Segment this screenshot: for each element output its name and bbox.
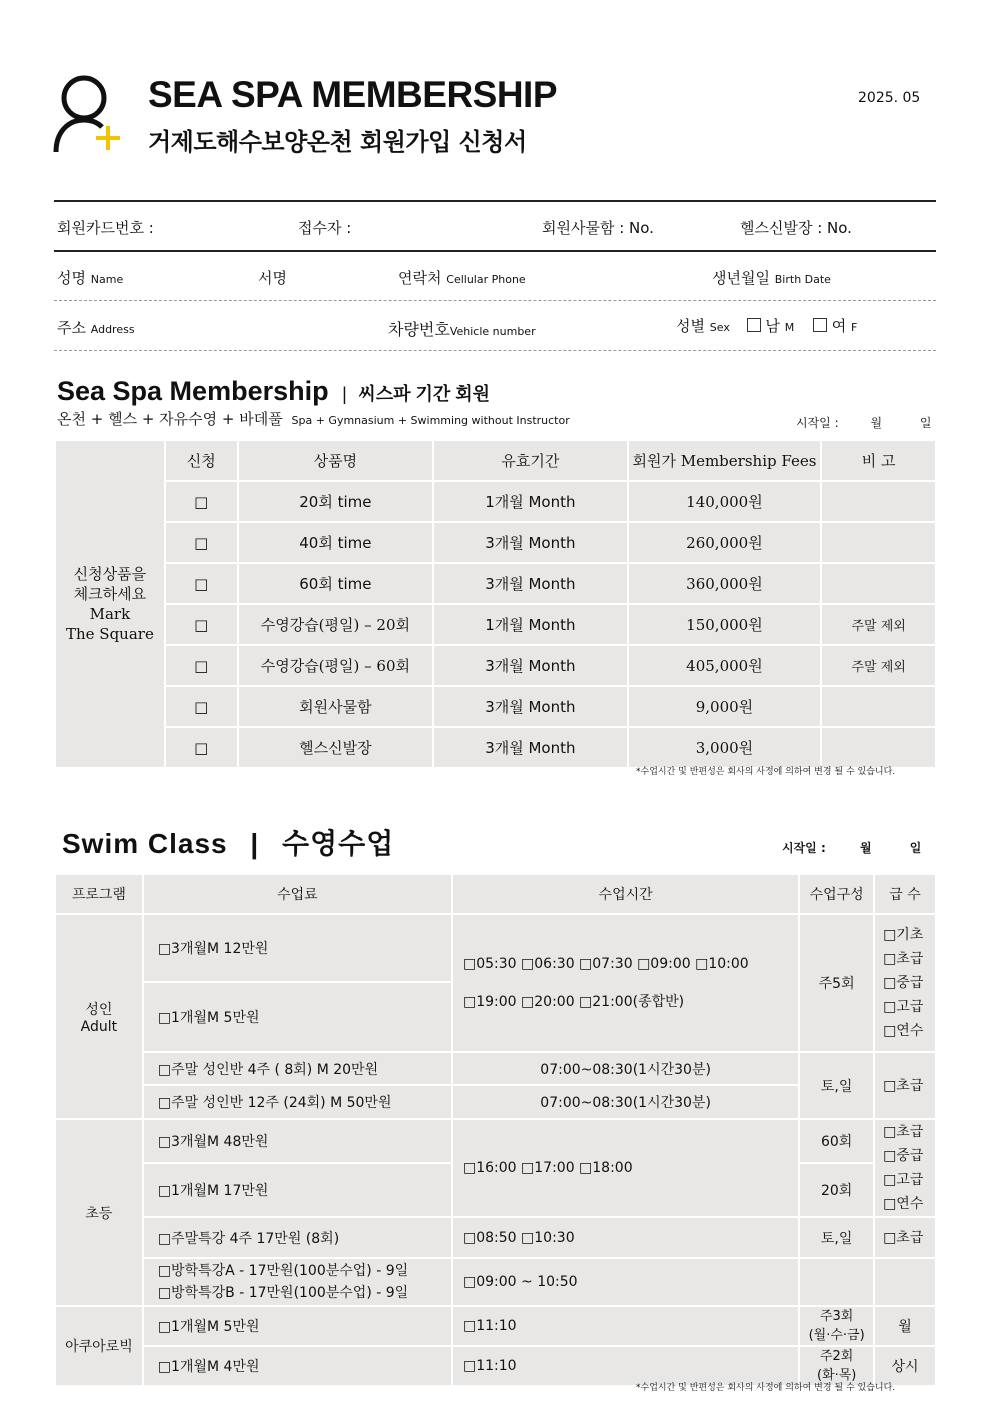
note [821, 481, 936, 522]
product-name: 60회 time [238, 563, 433, 604]
start-day: 일 [919, 416, 932, 430]
composition: 토,일 [799, 1217, 874, 1258]
apply-checkbox[interactable]: □ [165, 727, 238, 768]
start-day: 일 [909, 841, 922, 855]
product-name: 회원사물함 [238, 686, 433, 727]
birth-label: 생년월일 [712, 269, 770, 287]
fee-option[interactable]: □방학특강A - 17만원(100분수업) - 9일 [157, 1263, 409, 1279]
fee-option[interactable]: □주말 성인반 4주 ( 8회) M 20만원 [143, 1052, 452, 1085]
note [821, 727, 936, 768]
car-field[interactable] [388, 317, 536, 340]
note: 주말 제외 [821, 645, 936, 686]
level-value: 월 [874, 1306, 936, 1346]
sex-label-en: Sex [709, 321, 730, 334]
divider [54, 200, 936, 202]
product-name: 헬스신발장 [238, 727, 433, 768]
fee-option[interactable]: □1개월M 4만원 [143, 1346, 452, 1386]
mark-line: Mark [89, 605, 131, 623]
time-option[interactable]: □11:10 [452, 1306, 799, 1346]
header-level: 급 수 [874, 874, 936, 914]
composition: 20회 [799, 1163, 874, 1217]
table-row [55, 1217, 936, 1258]
car-label: 차량번호 [388, 320, 450, 339]
fee-option[interactable]: □방학특강B - 17만원(100분수업) - 9일 [157, 1285, 409, 1301]
birth-field[interactable] [712, 267, 831, 288]
swim-footnote: *수업시간 및 반편성은 회사의 사정에 의하여 변경 될 수 있습니다. [636, 1383, 896, 1393]
product-name: 수영강습(평일) – 60회 [238, 645, 433, 686]
male-label: 남 [765, 317, 780, 335]
fee-option[interactable]: □1개월M 5만원 [143, 982, 452, 1052]
composition [799, 1258, 874, 1306]
membership-footnote: *수업시간 및 반편성은 회사의 사정에 의하여 변경 될 수 있습니다. [636, 767, 896, 777]
fee-options [143, 1258, 452, 1306]
page-subtitle: 거제도해수보양온천 회원가입 신청서 [148, 128, 527, 156]
fee-option[interactable]: □3개월M 12만원 [143, 914, 452, 982]
fee-option[interactable]: □3개월M 48만원 [143, 1119, 452, 1163]
membership-subtitle [57, 408, 570, 429]
sex-field [676, 315, 857, 336]
level-option[interactable]: □연수 [883, 1196, 924, 1212]
level-options [874, 914, 936, 1052]
period: 3개월 Month [433, 563, 628, 604]
program-adult [55, 914, 143, 1119]
table-row [55, 914, 936, 982]
start-label: 시작일 : [782, 841, 826, 855]
program-aqua: 아쿠아로빅 [55, 1306, 143, 1386]
program-label: 성인 [85, 1001, 113, 1018]
male-checkbox[interactable] [747, 318, 761, 332]
female-label-en: F [851, 321, 858, 334]
level-option[interactable]: □고급 [883, 1172, 924, 1188]
time-option[interactable]: □11:10 [452, 1346, 799, 1386]
membership-sub-kr: 온천 + 헬스 + 자유수영 + 바데풀 [57, 410, 283, 428]
card-number-label: 회원카드번호 : [57, 219, 154, 237]
mark-line: 신청상품을 [73, 565, 147, 583]
fee-option[interactable]: □주말특강 4주 17만원 (8회) [143, 1217, 452, 1258]
fee: 140,000원 [628, 481, 822, 522]
level-option[interactable]: □초급 [883, 951, 924, 967]
receiver-label: 접수자 : [298, 219, 352, 237]
membership-sub-en: Spa + Gymnasium + Swimming without Instructor [291, 414, 570, 427]
start-month: 월 [859, 841, 872, 855]
address-label: 주소 [57, 319, 86, 337]
birth-label-en: Birth Date [774, 273, 831, 286]
swim-title [62, 822, 394, 862]
divider [54, 350, 936, 351]
header-fee: 회원가 Membership Fees [628, 440, 822, 481]
header-fee: 수업료 [143, 874, 452, 914]
membership-title-kr: 씨스파 기간 회원 [358, 384, 491, 404]
swim-table [54, 873, 937, 1387]
class-time: 07:00~08:30(1시간30분) [452, 1085, 799, 1119]
phone-label-en: Cellular Phone [446, 273, 526, 286]
header-time: 수업시간 [452, 874, 799, 914]
phone-field[interactable] [398, 267, 526, 288]
shoe-locker-label: 헬스신발장 : No. [740, 219, 852, 237]
time-option[interactable]: □19:00 □20:00 □21:00(종합반) [463, 994, 685, 1010]
phone-label: 연락처 [398, 269, 442, 287]
apply-checkbox[interactable]: □ [165, 522, 238, 563]
note [821, 563, 936, 604]
level-option[interactable]: □고급 [883, 999, 924, 1015]
membership-title [57, 376, 490, 407]
mark-instruction [55, 440, 165, 768]
name-label: 성명 [57, 269, 86, 287]
header-apply: 신청 [165, 440, 238, 481]
note [821, 686, 936, 727]
time-option[interactable]: □05:30 □06:30 □07:30 □09:00 □10:00 [463, 956, 749, 972]
composition: 60회 [799, 1119, 874, 1163]
locker-label: 회원사물함 : No. [542, 219, 654, 237]
start-label: 시작일 : [796, 416, 839, 430]
sex-label: 성별 [676, 317, 705, 335]
issue-date: 2025. 05 [858, 90, 921, 106]
header-program: 프로그램 [55, 874, 143, 914]
product-name: 수영강습(평일) – 20회 [238, 604, 433, 645]
fee: 405,000원 [628, 645, 822, 686]
composition [799, 1306, 874, 1346]
composition-line: 주2회 [819, 1349, 854, 1364]
table-row [55, 1119, 936, 1163]
car-label-en: Vehicle number [449, 325, 536, 338]
mark-line: The Square [65, 625, 154, 643]
membership-table [54, 439, 937, 769]
level-option[interactable]: □초급 [883, 1124, 924, 1140]
member-add-icon [52, 74, 124, 154]
fee-option[interactable]: □1개월M 5만원 [143, 1306, 452, 1346]
table-row [55, 1052, 936, 1085]
product-name: 40회 time [238, 522, 433, 563]
time-option[interactable]: □16:00 □17:00 □18:00 [452, 1119, 799, 1217]
fee: 360,000원 [628, 563, 822, 604]
period: 1개월 Month [433, 481, 628, 522]
period: 3개월 Month [433, 686, 628, 727]
table-row [55, 481, 936, 522]
apply-checkbox[interactable]: □ [165, 563, 238, 604]
signature-label: 서명 [258, 269, 287, 287]
title-divider: | [342, 384, 347, 404]
level-options [874, 1119, 936, 1217]
level-option[interactable]: □중급 [883, 975, 924, 991]
mark-line: 체크하세요 [73, 585, 147, 603]
time-options [452, 914, 799, 1052]
address-label-en: Address [90, 323, 135, 336]
header-product: 상품명 [238, 440, 433, 481]
address-field[interactable] [57, 317, 135, 338]
header-composition: 수업구성 [799, 874, 874, 914]
level-option[interactable]: □초급 [874, 1052, 936, 1119]
swim-title-kr: 수영수업 [282, 828, 395, 859]
level-value: 상시 [874, 1346, 936, 1386]
level-option[interactable]: □연수 [883, 1023, 924, 1039]
name-label-en: Name [90, 273, 124, 286]
period: 3개월 Month [433, 522, 628, 563]
apply-checkbox[interactable]: □ [165, 686, 238, 727]
header-period: 유효기간 [433, 440, 628, 481]
class-time: 07:00~08:30(1시간30분) [452, 1052, 799, 1085]
composition-line: 주3회 [819, 1309, 854, 1324]
table-row [55, 522, 936, 563]
note [821, 522, 936, 563]
header-note: 비 고 [821, 440, 936, 481]
level-option[interactable]: □중급 [883, 1148, 924, 1164]
fee: 260,000원 [628, 522, 822, 563]
page-title: SEA SPA MEMBERSHIP [148, 74, 558, 115]
fee: 3,000원 [628, 727, 822, 768]
table-header-row [55, 440, 936, 481]
composition: 주5회 [799, 914, 874, 1052]
name-field[interactable] [57, 267, 123, 288]
table-row [55, 686, 936, 727]
program-elementary: 초등 [55, 1119, 143, 1306]
composition: 토,일 [799, 1052, 874, 1119]
fee: 9,000원 [628, 686, 822, 727]
membership-start-date [796, 414, 931, 431]
note: 주말 제외 [821, 604, 936, 645]
female-checkbox[interactable] [813, 318, 827, 332]
start-month: 월 [870, 416, 883, 430]
fee-option[interactable]: □1개월M 17만원 [143, 1163, 452, 1217]
table-header-row [55, 874, 936, 914]
divider [54, 300, 936, 301]
swim-title-en: Swim Class [62, 828, 228, 859]
table-row [55, 604, 936, 645]
period: 3개월 Month [433, 727, 628, 768]
fee: 150,000원 [628, 604, 822, 645]
membership-title-en: Sea Spa Membership [57, 376, 329, 406]
female-label: 여 [831, 317, 847, 335]
period: 3개월 Month [433, 645, 628, 686]
swim-start-date [782, 839, 921, 856]
period: 1개월 Month [433, 604, 628, 645]
table-row [55, 563, 936, 604]
male-label-en: M [784, 321, 795, 334]
program-label-en: Adult [80, 1018, 118, 1035]
table-row [55, 1306, 936, 1346]
level-option [874, 1258, 936, 1306]
title-divider: | [250, 828, 260, 859]
level-option[interactable]: □초급 [874, 1217, 936, 1258]
table-row [55, 727, 936, 768]
product-name: 20회 time [238, 481, 433, 522]
apply-checkbox[interactable]: □ [165, 645, 238, 686]
time-option[interactable]: □09:00 ~ 10:50 [452, 1258, 799, 1306]
table-row [55, 645, 936, 686]
apply-checkbox[interactable]: □ [165, 604, 238, 645]
apply-checkbox[interactable]: □ [165, 481, 238, 522]
composition-line: (화·목) [816, 1368, 857, 1383]
composition-line: (월·수·금) [808, 1328, 865, 1343]
table-row [55, 1258, 936, 1306]
divider [54, 250, 936, 252]
fee-option[interactable]: □주말 성인반 12주 (24회) M 50만원 [143, 1085, 452, 1119]
level-option[interactable]: □기초 [883, 927, 924, 943]
time-option[interactable]: □08:50 □10:30 [452, 1217, 799, 1258]
